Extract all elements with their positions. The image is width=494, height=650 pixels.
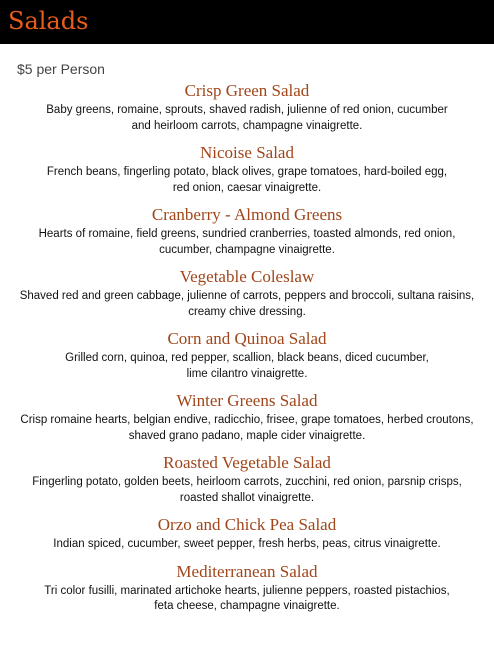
menu-item-description (8, 413, 486, 444)
menu-item-description (8, 537, 486, 553)
menu-item-description-line: shaved grano padano, maple cider vinaigrette. (128, 429, 366, 442)
menu-item-name: Orzo and Chick Pea Salad (157, 515, 337, 534)
menu-item (0, 561, 494, 615)
menu-item-description-line: cucumber, champagne vinaigrette. (159, 243, 335, 256)
menu-item (0, 390, 494, 444)
menu-item-description-line: red onion, caesar vinaigrette. (172, 181, 322, 194)
menu-item-name: Corn and Quinoa Salad (167, 329, 327, 348)
price-per-person: $5 per Person (17, 61, 105, 77)
menu-item-name: Roasted Vegetable Salad (163, 453, 331, 472)
menu-item (0, 452, 494, 506)
menu-item-description (8, 475, 486, 506)
menu-item (0, 204, 494, 258)
menu-item-name: Nicoise Salad (200, 143, 294, 162)
menu-item-name: Crisp Green Salad (184, 81, 310, 100)
menu-item-name: Winter Greens Salad (176, 391, 318, 410)
menu-item-description-line: and heirloom carrots, champagne vinaigrette. (131, 119, 363, 132)
menu-item-name: Mediterranean Salad (176, 561, 318, 581)
menu-item-description-line: Crisp romaine hearts, belgian endive, radicchio, frisee, grape tomatoes, herbed croutons, (20, 414, 474, 426)
menu-item-description-line: lime cilantro vinaigrette. (186, 367, 308, 380)
header-bar (0, 0, 494, 44)
menu-item-description (8, 103, 486, 134)
menu-item-description-line: Fingerling potato, golden beets, heirloom carrots, zucchini, red onion, parsnip crisps, (32, 476, 462, 488)
menu-item-description-line: creamy chive dressing. (188, 305, 306, 318)
menu-item-name: Cranberry - Almond Greens (151, 205, 343, 224)
menu-item-name: Vegetable Coleslaw (179, 267, 315, 286)
salad-menu-list (0, 80, 494, 623)
menu-item (0, 514, 494, 553)
menu-item (0, 266, 494, 320)
menu-item-description-line: Shaved red and green cabbage, julienne of carrots, peppers and broccoli, sultana raisins, (19, 290, 475, 302)
menu-item (0, 142, 494, 196)
menu-item-description (8, 289, 486, 320)
menu-item-description (8, 227, 486, 258)
menu-item-description (8, 351, 486, 382)
menu-item-description-line: Grilled corn, quinoa, red pepper, scallion, black beans, diced cucumber, (65, 352, 429, 364)
menu-item-description-line: Baby greens, romaine, sprouts, shaved radish, julienne of red onion, cucumber (46, 104, 448, 116)
menu-item-description-line: Tri color fusilli, marinated artichoke hearts, julienne peppers, roasted pistachios, (44, 584, 450, 597)
menu-item (0, 80, 494, 134)
menu-item-description-line: roasted shallot vinaigrette. (179, 491, 315, 504)
menu-item-description-line: Indian spiced, cucumber, sweet pepper, fresh herbs, peas, citrus vinaigrette. (53, 538, 441, 550)
menu-item-description-line: Hearts of romaine, field greens, sundried cranberries, toasted almonds, red onion, (38, 228, 456, 240)
menu-item-description-line: feta cheese, champagne vinaigrette. (154, 600, 340, 612)
menu-item-description (8, 165, 486, 196)
menu-item-description-line: French beans, fingerling potato, black olives, grape tomatoes, hard-boiled egg, (46, 166, 448, 178)
menu-item-description (8, 584, 486, 615)
menu-item (0, 328, 494, 382)
page-title: Salads (8, 7, 89, 35)
